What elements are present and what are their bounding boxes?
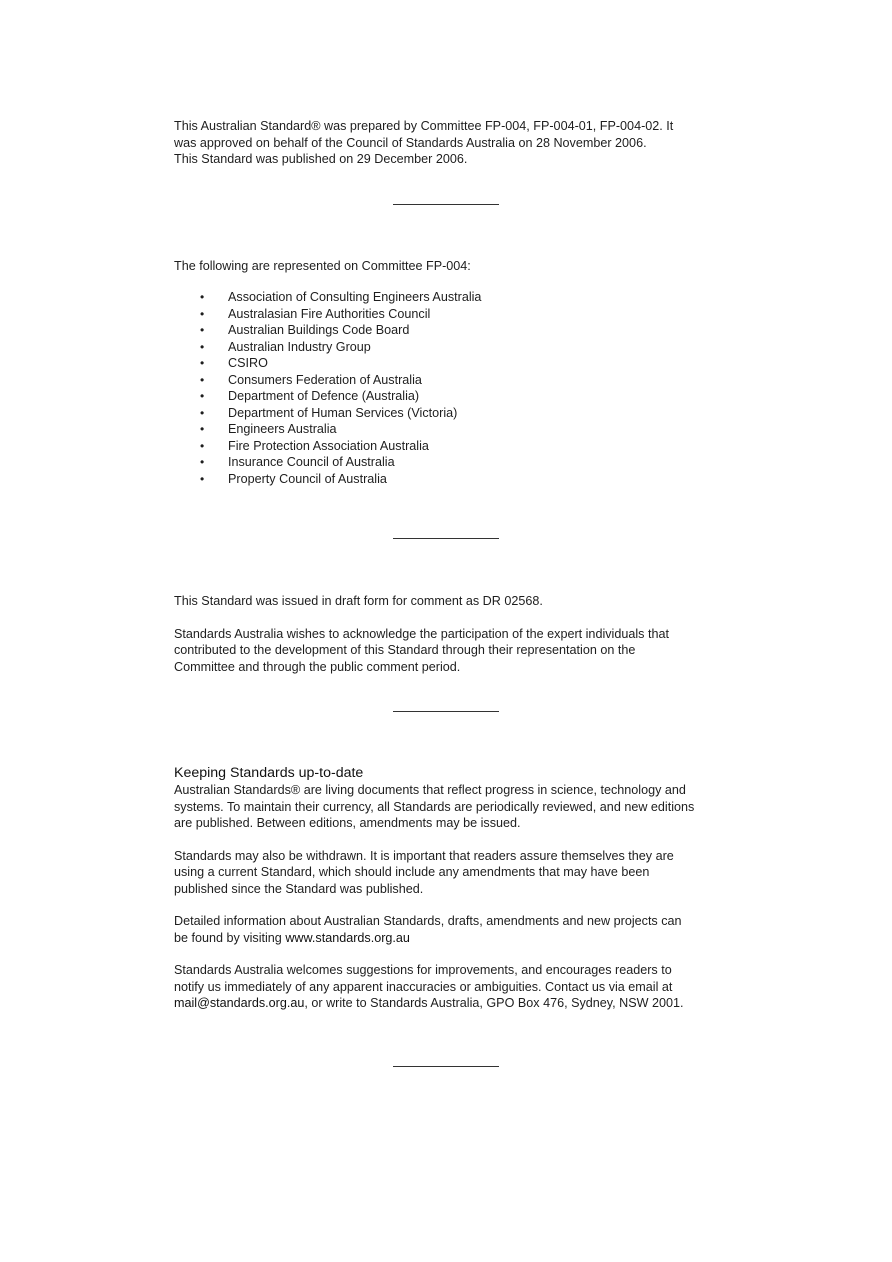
draft-issued-paragraph: This Standard was issued in draft form for comment as DR 02568. bbox=[174, 594, 543, 608]
email-link[interactable]: mail@standards.org.au bbox=[174, 996, 305, 1010]
bullet-icon: • bbox=[200, 356, 205, 370]
bullet-icon: • bbox=[200, 372, 205, 387]
section-divider bbox=[393, 1066, 499, 1067]
list-item: • Engineers Australia bbox=[200, 422, 337, 436]
list-item: • CSIRO bbox=[200, 356, 268, 370]
section-divider bbox=[393, 204, 499, 205]
list-item: • Australian Buildings Code Board bbox=[200, 323, 410, 337]
information-paragraph: Detailed information about Australian Standards, drafts, amendments and new projects can be found by visiting www.standards.org.au bbox=[174, 914, 682, 945]
committee-intro: The following are represented on Committee FP-004: bbox=[174, 258, 471, 273]
document-page bbox=[174, 118, 734, 1067]
list-item: • Australian Industry Group bbox=[200, 339, 371, 354]
bullet-icon: • bbox=[200, 422, 205, 436]
acknowledgement-paragraph: Standards Australia wishes to acknowledge the participation of the expert individuals that contributed to the development of this Standard through their representation on the Committee and through the public comment period. bbox=[174, 626, 669, 674]
bullet-icon: • bbox=[200, 455, 205, 469]
list-item: • Fire Protection Association Australia bbox=[200, 438, 429, 453]
living-documents-paragraph: Australian Standards® are living documents that reflect progress in science, technology and systems. To maintain their currency, all Standards are periodically reviewed, and new editions are published. Between editions, amendments may be issued. bbox=[174, 783, 695, 830]
list-item: • Consumers Federation of Australia bbox=[200, 372, 422, 387]
bullet-icon: • bbox=[200, 471, 205, 486]
bullet-icon: • bbox=[200, 438, 205, 453]
list-item: • Department of Human Services (Victoria) bbox=[200, 405, 458, 420]
section-divider bbox=[393, 538, 499, 539]
bullet-icon: • bbox=[200, 405, 205, 420]
list-item: • Department of Defence (Australia) bbox=[200, 389, 420, 403]
bullet-icon: • bbox=[200, 389, 205, 403]
preparation-paragraph bbox=[174, 118, 734, 168]
list-item: • Insurance Council of Australia bbox=[200, 455, 395, 469]
section-divider bbox=[393, 711, 499, 712]
prep-line-1: This Australian Standard® was prepared by Committee FP-004, FP-004-01, FP-004-02. It bbox=[174, 119, 674, 133]
contact-paragraph: Standards Australia welcomes suggestions for improvements, and encourages readers to notify us immediately of any apparent inaccuracies or ambiguities. Contact us via email at mail@standards.org.au, or write to Standards Australia, GPO Box 476, Sydney, NSW 2001. bbox=[174, 963, 684, 1010]
bullet-icon: • bbox=[200, 323, 205, 337]
bullet-icon: • bbox=[200, 290, 205, 304]
section-heading: Keeping Standards up-to-date bbox=[174, 765, 364, 781]
website-link[interactable]: www.standards.org.au bbox=[285, 930, 410, 945]
withdrawn-paragraph: Standards may also be withdrawn. It is important that readers assure themselves they are using a current Standard, which should include any amendments that may have been published since the Standard was published. bbox=[174, 848, 674, 896]
committee-member-list bbox=[174, 289, 734, 487]
bullet-icon: • bbox=[200, 339, 205, 354]
prep-line-2: was approved on behalf of the Council of Standards Australia on 28 November 2006. bbox=[174, 135, 647, 150]
list-item: • Australasian Fire Authorities Council bbox=[200, 306, 431, 321]
bullet-icon: • bbox=[200, 306, 205, 321]
prep-line-3: This Standard was published on 29 December 2006. bbox=[174, 152, 468, 166]
list-item: • Association of Consulting Engineers Australia bbox=[200, 290, 482, 304]
list-item: • Property Council of Australia bbox=[200, 471, 387, 486]
